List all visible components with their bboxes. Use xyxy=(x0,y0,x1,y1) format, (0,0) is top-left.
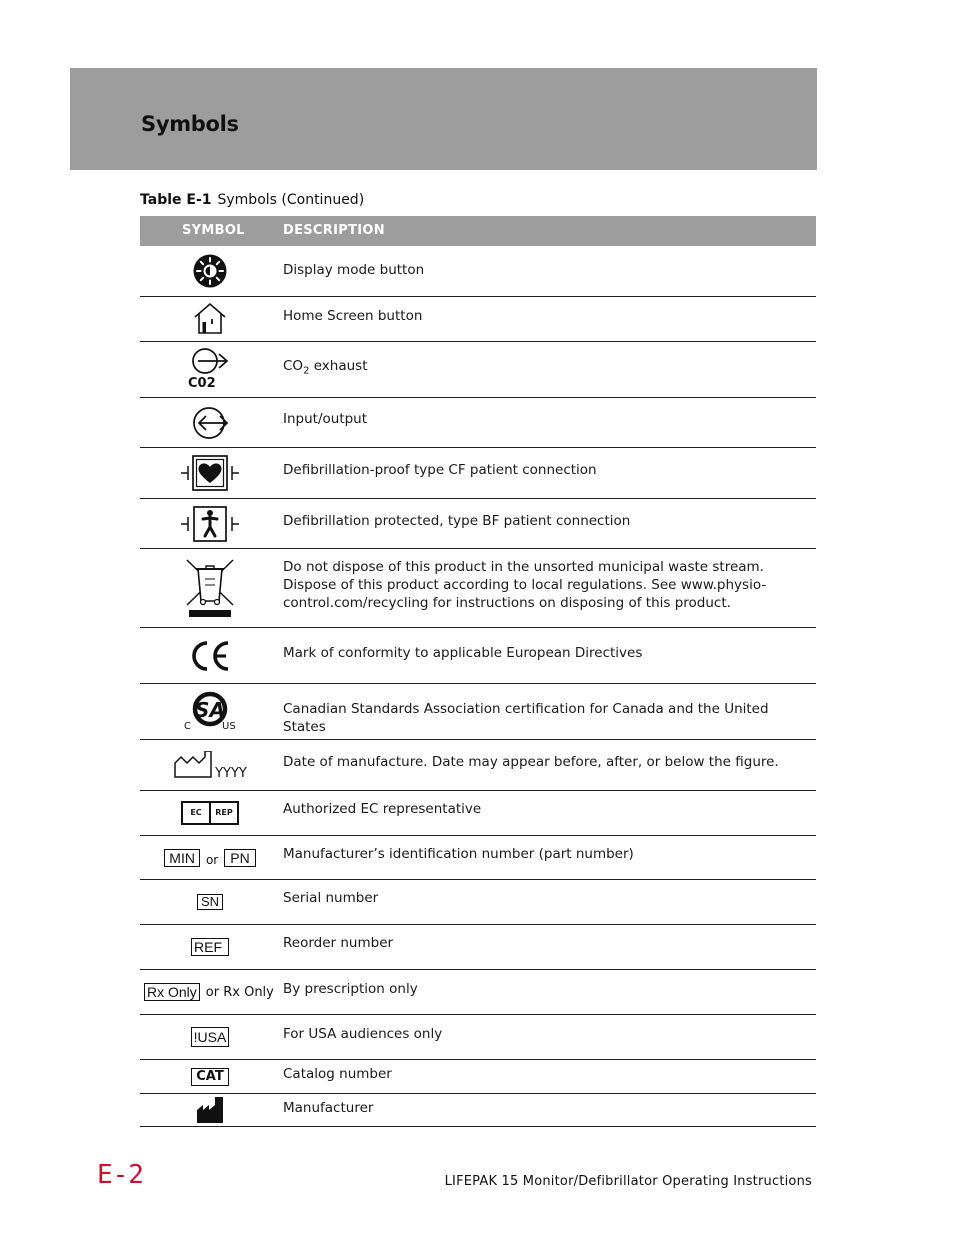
usa-label: !USA xyxy=(191,1027,230,1047)
row-description: Manufacturer xyxy=(283,1100,374,1116)
row-description: Mark of conformity to applicable European Directives xyxy=(283,645,643,661)
co2-symbol-label: C02 xyxy=(188,375,216,391)
part-number-symbol xyxy=(140,836,280,879)
document-title: LIFEPAK 15 Monitor/Defibrillator Operating Instructions xyxy=(444,1174,812,1189)
row-description: Manufacturer’s identification number (part number) xyxy=(283,846,634,862)
sn-label: SN xyxy=(197,894,223,910)
table-row xyxy=(140,836,816,880)
table-row xyxy=(140,740,816,791)
table-row xyxy=(140,297,816,342)
table-row xyxy=(140,1015,816,1060)
display-mode-icon xyxy=(140,246,280,296)
column-header-description: DESCRIPTION xyxy=(283,223,385,238)
column-header-symbol: SYMBOL xyxy=(182,223,245,238)
ec-rep-icon xyxy=(140,791,280,835)
cat-label: CAT xyxy=(191,1068,228,1086)
ref-label: REF xyxy=(191,938,229,956)
or-text: or xyxy=(205,852,219,867)
row-description: Serial number xyxy=(283,890,379,906)
rx-only-symbol xyxy=(140,970,282,1014)
co2-text: CO xyxy=(283,358,304,374)
defib-protected-bf-icon xyxy=(140,499,280,548)
page-title: Symbols xyxy=(141,112,239,136)
usa-only-symbol xyxy=(140,1015,280,1059)
date-symbol-label: YYYY xyxy=(215,766,247,781)
table-caption-text: Symbols (Continued) xyxy=(217,192,365,208)
header-band xyxy=(70,68,817,170)
home-icon xyxy=(140,297,280,341)
table-row xyxy=(140,398,816,448)
table-caption xyxy=(140,192,364,208)
co2-exhaust-icon xyxy=(140,342,280,397)
row-description: Display mode button xyxy=(283,262,425,278)
serial-number-symbol xyxy=(140,880,280,924)
min-label: MIN xyxy=(164,849,200,867)
rx-only-label: Rx Only xyxy=(144,983,200,1001)
table-row xyxy=(140,925,816,970)
row-description: Canadian Standards Association certification for Canada and the United States xyxy=(283,701,769,735)
table-caption-label: Table E-1 xyxy=(140,192,212,208)
row-description: Input/output xyxy=(283,411,368,427)
table-row xyxy=(140,791,816,836)
table-row xyxy=(140,246,816,297)
row-description: For USA audiences only xyxy=(283,1026,443,1042)
table-row xyxy=(140,549,816,628)
weee-bin-icon xyxy=(140,549,280,627)
row-description: Defibrillation protected, type BF patient connection xyxy=(283,513,631,529)
svg-text:SA: SA xyxy=(195,697,225,722)
table-row xyxy=(140,970,816,1015)
row-description: Authorized EC representative xyxy=(283,801,482,817)
ce-mark-icon xyxy=(140,628,280,683)
catalog-number-symbol xyxy=(140,1060,280,1093)
table-row xyxy=(140,684,816,740)
defib-proof-cf-icon xyxy=(140,448,280,498)
row-description xyxy=(283,357,810,381)
row-description: By prescription only xyxy=(283,981,418,997)
row-description: Do not dispose of this product in the unsorted municipal waste stream. Dispose of this product according to local regulations. See www.physio-control.com/recycling for instructions on disposing of this product. xyxy=(283,559,767,611)
or-rx-only-text: or Rx Only xyxy=(205,984,274,1000)
co2-text-tail: exhaust xyxy=(309,358,368,374)
table-row xyxy=(140,342,816,398)
table-row xyxy=(140,1060,816,1094)
csa-label-c: C xyxy=(184,720,191,732)
table-row xyxy=(140,628,816,684)
row-description: Catalog number xyxy=(283,1066,392,1082)
csa-mark-icon xyxy=(140,684,280,739)
table-row xyxy=(140,499,816,549)
pn-label: PN xyxy=(224,849,255,867)
table-row xyxy=(140,1094,816,1127)
ec-rep-left: EC xyxy=(183,803,211,823)
csa-label-us: US xyxy=(222,720,236,732)
symbols-table xyxy=(140,216,816,1127)
table-row xyxy=(140,448,816,499)
input-output-icon xyxy=(140,398,280,447)
row-description: Reorder number xyxy=(283,935,394,951)
page-number: E-2 xyxy=(97,1160,144,1190)
ec-rep-right: REP xyxy=(215,808,233,817)
date-of-manufacture-icon xyxy=(140,740,280,790)
manufacturer-icon xyxy=(140,1094,280,1126)
row-description: Home Screen button xyxy=(283,308,423,324)
co2-subscript: 2 xyxy=(303,365,310,377)
table-row xyxy=(140,880,816,925)
row-description: Defibrillation-proof type CF patient connection xyxy=(283,462,597,478)
reorder-number-symbol xyxy=(140,925,280,969)
table-header-row xyxy=(140,216,816,246)
row-description: Date of manufacture. Date may appear before, after, or below the figure. xyxy=(283,754,779,770)
